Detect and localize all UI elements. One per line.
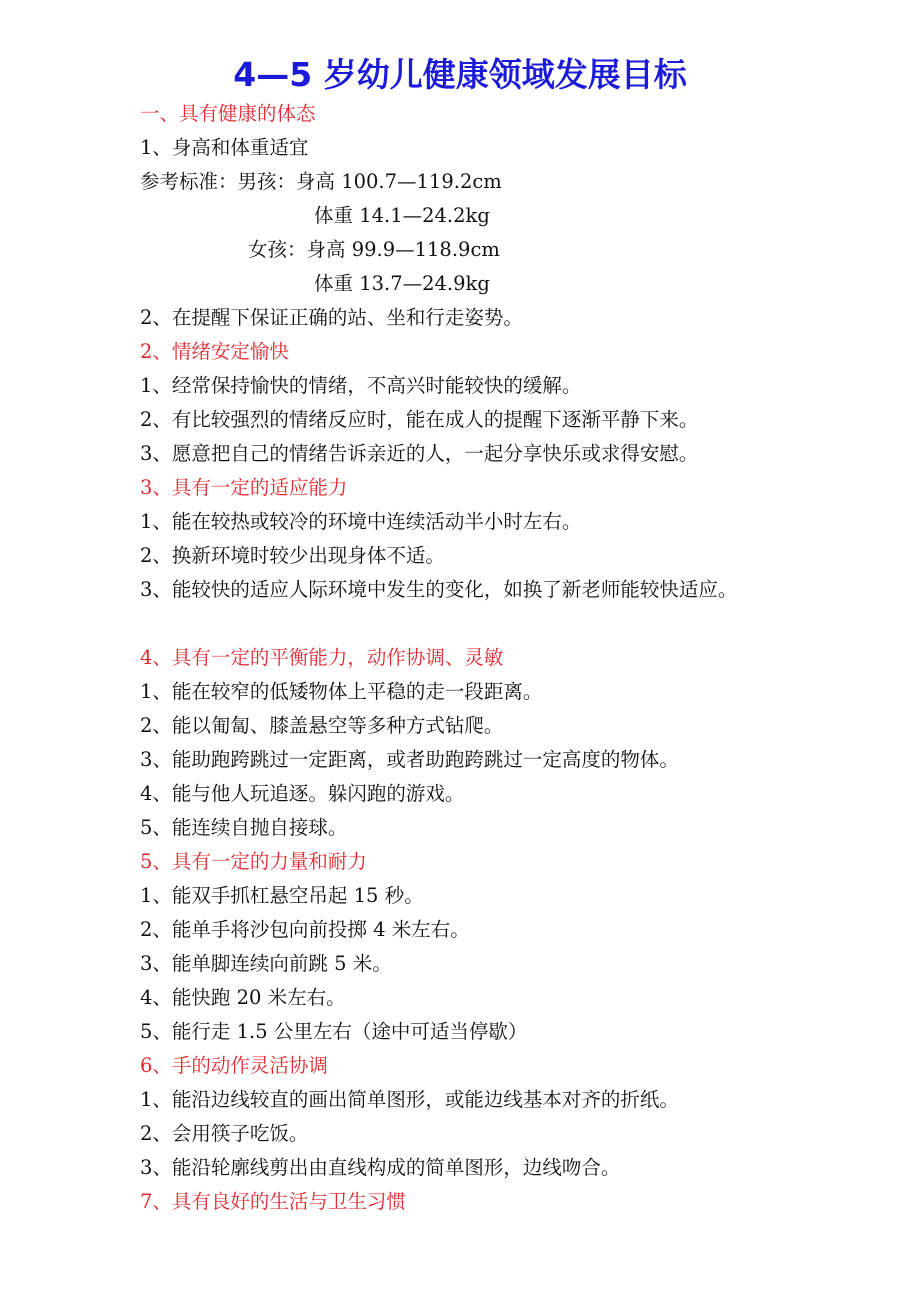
list-item: 3、能单脚连续向前跳 5 米。 [140, 952, 392, 975]
list-item: 1、身高和体重适宜 [140, 136, 309, 159]
list-item: 3、能沿轮廓线剪出由直线构成的简单图形，边线吻合。 [140, 1156, 621, 1179]
list-item: 4、能快跑 20 米左右。 [140, 986, 346, 1009]
list-item: 2、换新环境时较少出现身体不适。 [140, 544, 445, 567]
list-item: 体重 14.1—24.2kg [314, 204, 490, 227]
section-heading: 7、具有良好的生活与卫生习惯 [140, 1190, 406, 1213]
document-body [140, 97, 900, 1219]
section-heading: 一、具有健康的体态 [140, 102, 316, 125]
blank-line [140, 607, 900, 641]
section-heading: 4、具有一定的平衡能力，动作协调、灵敏 [140, 646, 504, 669]
list-item: 2、会用筷子吃饭。 [140, 1122, 309, 1145]
list-item: 3、愿意把自己的情绪告诉亲近的人，一起分享快乐或求得安慰。 [140, 442, 699, 465]
list-item: 1、能在较窄的低矮物体上平稳的走一段距离。 [140, 680, 543, 703]
section-heading: 6、手的动作灵活协调 [140, 1054, 328, 1077]
list-item: 3、能助跑跨跳过一定距离，或者助跑跨跳过一定高度的物体。 [140, 748, 679, 771]
list-item: 参考标准：男孩：身高 100.7—119.2cm [140, 170, 502, 193]
list-item: 1、能沿边线较直的画出简单图形，或能边线基本对齐的折纸。 [140, 1088, 679, 1111]
list-item: 2、有比较强烈的情绪反应时，能在成人的提醒下逐渐平静下来。 [140, 408, 699, 431]
list-item: 2、能单手将沙包向前投掷 4 米左右。 [140, 918, 470, 941]
list-item: 2、能以匍匐、膝盖悬空等多种方式钻爬。 [140, 714, 504, 737]
document-title: 4—5 岁幼儿健康领域发展目标 [233, 55, 687, 94]
section-heading: 2、情绪安定愉快 [140, 340, 289, 363]
list-item: 2、在提醒下保证正确的站、坐和行走姿势。 [140, 306, 523, 329]
list-item: 体重 13.7—24.9kg [314, 272, 490, 295]
list-item: 1、能在较热或较冷的环境中连续活动半小时左右。 [140, 510, 582, 533]
list-item: 5、能行走 1.5 公里左右（途中可适当停歇） [140, 1020, 528, 1043]
list-item: 5、能连续自抛自接球。 [140, 816, 348, 839]
list-item: 1、能双手抓杠悬空吊起 15 秒。 [140, 884, 424, 907]
list-item: 3、能较快的适应人际环境中发生的变化，如换了新老师能较快适应。 [140, 578, 738, 601]
list-item: 1、经常保持愉快的情绪，不高兴时能较快的缓解。 [140, 374, 582, 397]
section-heading: 3、具有一定的适应能力 [140, 476, 348, 499]
list-item: 女孩：身高 99.9—118.9cm [248, 238, 500, 261]
list-item: 4、能与他人玩追逐。躲闪跑的游戏。 [140, 782, 465, 805]
section-heading: 5、具有一定的力量和耐力 [140, 850, 367, 873]
